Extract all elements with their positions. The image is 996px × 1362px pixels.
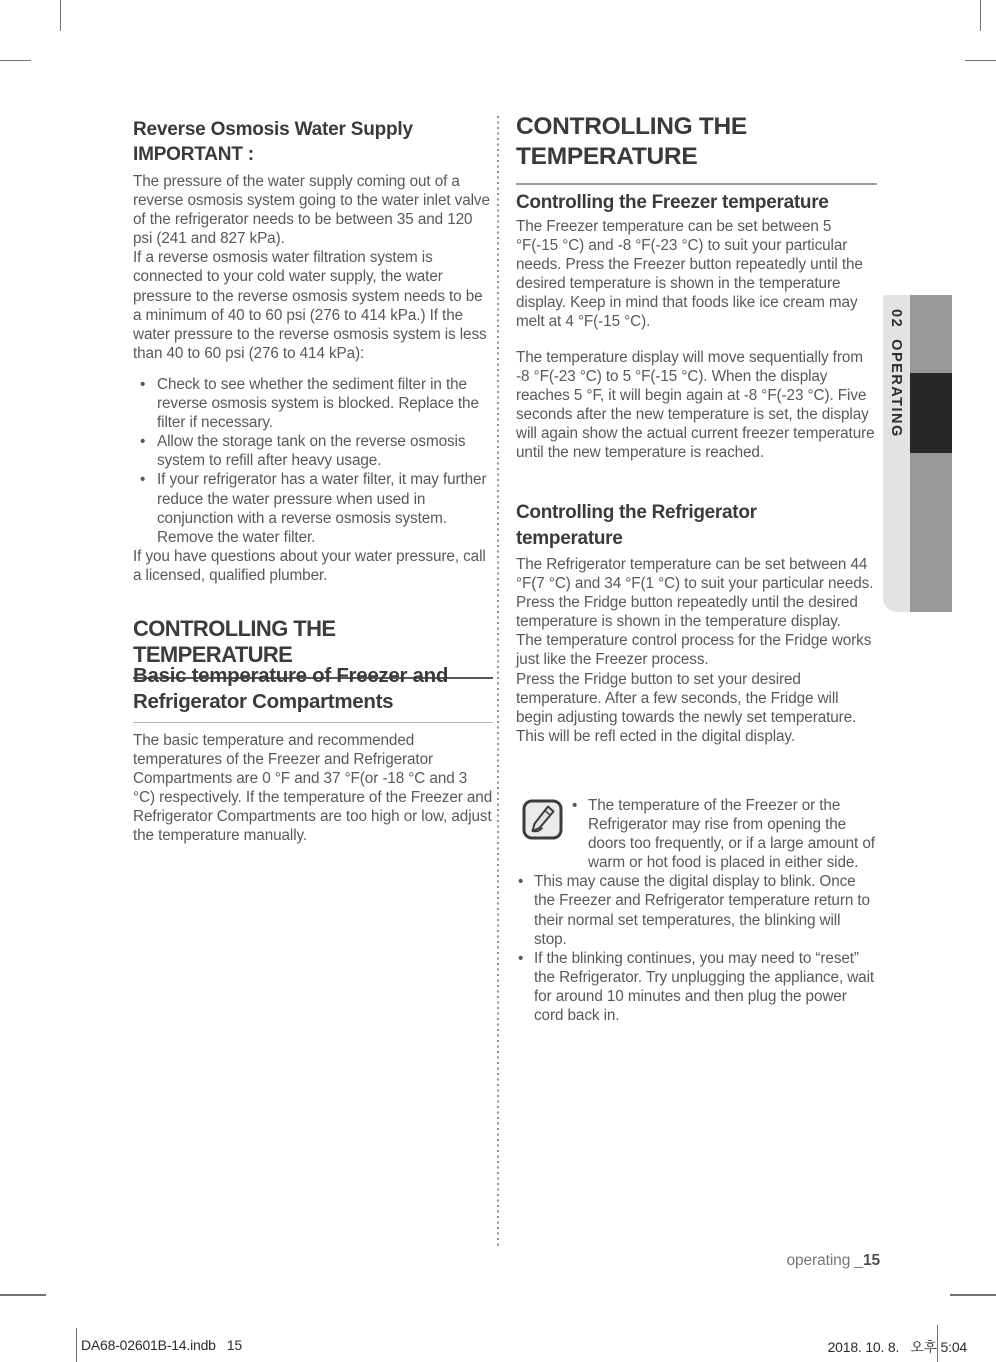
basic-temperature-paragraph: The basic temperature and recommended temperatures of the Freezer and Refrigerator Compartments are 0 °F and 37 °F(or -18 °C and 3 °C) respectively. If the temperature of the Freezer and Refrigerator Compartments are too high or low, adjust the temperature manually. [133, 732, 493, 845]
fridge-paragraph-2: The temperature control process for the Fridge works just like the Freezer process. [516, 632, 872, 669]
reverse-osmosis-bullet-list [133, 375, 493, 585]
fridge-subheading: Controlling the Refrigerator temperature [516, 502, 757, 549]
crop-mark-footer-left-vertical [76, 1328, 77, 1362]
column-divider-dotted-line [497, 116, 499, 1248]
crop-mark-top-left-vertical [60, 0, 61, 31]
note-pencil-icon [522, 799, 563, 840]
chapter-edge-index-block [910, 373, 952, 453]
print-footer-filename: DA68-02601B-14.indb 15 [81, 1337, 242, 1353]
supply-paragraph-1: The pressure of the water supply coming out of a reverse osmosis system going to the water inlet valve of the refrigerator needs to be between 35 and 120 psi (241 and 827 kPa). [133, 173, 490, 248]
note-block [516, 796, 877, 1025]
supply-closing-paragraph: If you have questions about your water pressure, call a licensed, qualified plumber. [133, 547, 486, 584]
list-item: • Check to see whether the sediment filter in the reverse osmosis system is blocked. Replace the filter if necessary. [133, 375, 493, 432]
chapter-tab-label: 02 OPERATING [888, 309, 904, 438]
freezer-paragraph-2: The temperature display will move sequentially from -8 °F(-23 °C) to 5 °F(-15 °C). When the display reaches 5 °F, it will begin again at -8 °F(-23 °C). Five seconds after the new temperature is set, the display will again show the actual current freezer temperature until the new temperature is reached. [516, 349, 875, 462]
crop-mark-top-left-horizontal [0, 60, 31, 61]
note-item: • This may cause the digital display to blink. Once the Freezer and Refrigerator temperature return to their normal set temperatures, the blinking will stop. [516, 872, 877, 948]
crop-mark-top-right-horizontal [965, 60, 996, 61]
freezer-paragraph-1: The Freezer temperature can be set between 5 °F(-15 °C) and -8 °F(-23 °C) to suit your particular needs. Press the Freezer button repeatedly until the desired temperature is shown in the temperature display. Keep in mind that foods like ice cream may melt at 4 °F(-15 °C). [516, 218, 863, 331]
reverse-osmosis-heading-line2: IMPORTANT : [133, 143, 254, 165]
crop-mark-top-right-vertical [980, 0, 981, 31]
chapter-edge-bar [910, 295, 952, 612]
crop-mark-bottom-left-horizontal [0, 1294, 46, 1296]
fridge-paragraph-3: Press the Fridge button to set your desired temperature. After a few seconds, the Fridge will begin adjusting towards the newly set temperature. This will be refl ected in the digital display. [516, 670, 857, 745]
right-section-heading [516, 112, 877, 185]
page-footer-label: operating _ [786, 1252, 863, 1269]
reverse-osmosis-heading-line1: Reverse Osmosis Water Supply [133, 119, 413, 140]
note-item: • If the blinking continues, you may need to “reset” the Refrigerator. Try unplugging the appliance, wait for around 10 minutes and then plug the power cord back in. [516, 949, 877, 1025]
note-item: • The temperature of the Freezer or the Refrigerator may rise from opening the doors too frequently, or if a large amount of warm or hot food is placed in either side. [570, 796, 877, 872]
reverse-osmosis-heading [133, 118, 493, 167]
fridge-paragraph-1: The Refrigerator temperature can be set between 44 °F(7 °C) and 34 °F(1 °C) to suit your particular needs. Press the Fridge button repeatedly until the desired temperature is shown in the temperature display. [516, 556, 874, 631]
chapter-tab [883, 295, 910, 612]
freezer-subheading: Controlling the Freezer temperature [516, 192, 829, 213]
right-section-heading-line1: CONTROLLING THE [516, 113, 747, 140]
list-item: • Allow the storage tank on the reverse osmosis system to refill after heavy usage. [133, 432, 493, 470]
supply-paragraph-2: If a reverse osmosis water filtration system is connected to your cold water supply, the water pressure to the reverse osmosis system needs to be a minimum of 40 to 60 psi (276 to 414 kPa.) If the water pressure to the reverse osmosis system is less than 40 to 60 psi (276 to 414 kPa): [133, 249, 487, 362]
print-footer-datetime: 2018. 10. 8. 오후 5:04 [827, 1339, 967, 1355]
list-item: • If your refrigerator has a water filter, it may further reduce the water pressure when used in conjunction with a reverse osmosis system. Remove the water filter. [133, 470, 493, 546]
crop-mark-bottom-right-horizontal [950, 1294, 996, 1296]
left-section-heading: CONTROLLING THE TEMPERATURE [133, 616, 493, 679]
reverse-osmosis-paragraphs [133, 172, 493, 363]
basic-temperature-subheading: Basic temperature of Freezer and Refrigerator Compartments [133, 663, 493, 723]
right-section-heading-line2: TEMPERATURE [516, 143, 698, 170]
fridge-paragraphs [516, 555, 877, 746]
page-footer-number: 15 [862, 1252, 880, 1269]
page-footer [600, 1252, 880, 1270]
